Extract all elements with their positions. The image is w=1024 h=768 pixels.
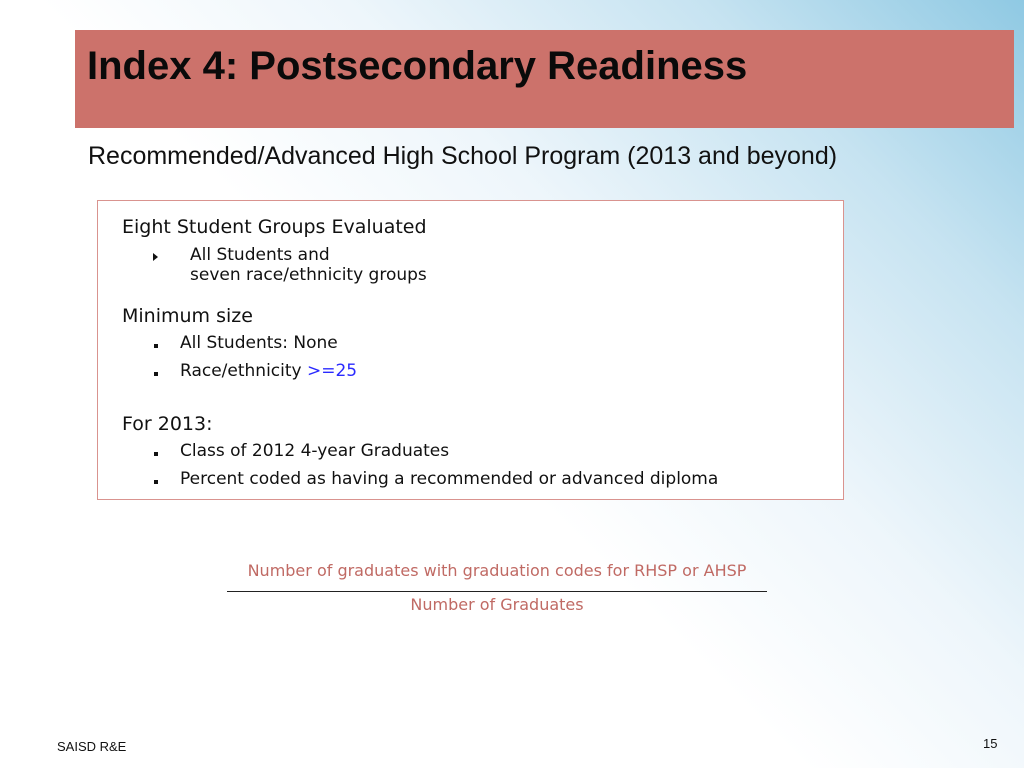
race-label: Race/ethnicity [180,361,307,381]
2013-item-percent: Percent coded as having a recommended or advanced diploma [180,469,719,489]
groups-item-line2: seven race/ethnicity groups [190,265,427,285]
race-threshold: >=25 [307,361,358,381]
slide-title: Index 4: Postsecondary Readiness [87,44,748,88]
square-bullet-icon [154,372,158,376]
2013-item-class: Class of 2012 4-year Graduates [180,441,450,461]
fraction-divider [227,591,767,592]
groups-item-line1: All Students and [190,245,330,265]
arrow-bullet-icon [153,253,158,261]
section-heading-2013: For 2013: [122,413,213,435]
formula-numerator: Number of graduates with graduation codes for RHSP or AHSP [247,561,747,580]
formula-denominator: Number of Graduates [410,595,584,614]
section-heading-minimum-size: Minimum size [122,305,253,327]
square-bullet-icon [154,480,158,484]
slide-subtitle: Recommended/Advanced High School Program (2013 and beyond) [88,142,838,170]
minimum-size-item-all-students: All Students: None [180,333,338,353]
square-bullet-icon [154,344,158,348]
square-bullet-icon [154,452,158,456]
title-bar [75,30,1014,128]
page-number: 15 [983,736,998,751]
minimum-size-item-race [180,361,357,381]
section-heading-groups: Eight Student Groups Evaluated [122,216,427,238]
footer-org: SAISD R&E [57,739,127,754]
content-box [97,200,844,500]
